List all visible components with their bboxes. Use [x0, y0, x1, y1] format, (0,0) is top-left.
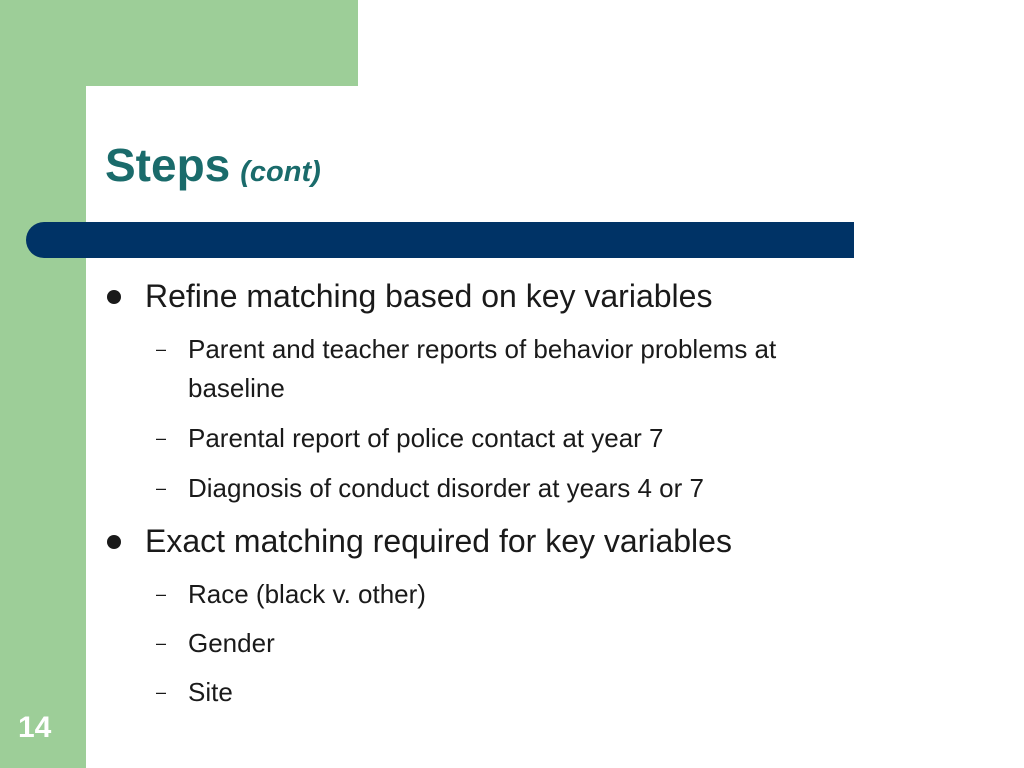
sub-bullet-text: baseline — [188, 373, 285, 403]
sub-bullet-continuation — [188, 369, 285, 407]
sub-bullet-item — [156, 419, 664, 457]
bullet-item — [145, 522, 732, 560]
sub-bullet-text: Race (black v. other) — [188, 579, 426, 609]
dash-icon: – — [156, 478, 167, 498]
dash-icon: – — [156, 428, 167, 448]
sub-bullet-item — [156, 673, 233, 711]
page-number: 14 — [18, 711, 52, 744]
bullet-text: Refine matching based on key variables — [145, 278, 713, 314]
sub-bullet-text: Diagnosis of conduct disorder at years 4 or 7 — [188, 473, 704, 503]
dash-icon: – — [156, 682, 167, 702]
bullet-text: Exact matching required for key variables — [145, 523, 732, 559]
dash-icon: – — [156, 339, 167, 359]
sub-bullet-item — [156, 624, 275, 662]
sub-bullet-item — [156, 575, 426, 613]
bullet-item — [145, 277, 712, 315]
title-main: Steps — [105, 139, 231, 191]
sub-bullet-item — [156, 330, 777, 368]
title-suffix: (cont) — [240, 156, 321, 188]
sub-bullet-text: Site — [188, 677, 233, 707]
sub-bullet-item — [156, 469, 704, 507]
bullet-dot-icon — [107, 290, 121, 304]
dash-icon: – — [156, 633, 167, 653]
dash-icon: – — [156, 584, 167, 604]
bullet-dot-icon — [107, 535, 121, 549]
sub-bullet-text: Parental report of police contact at year 7 — [188, 423, 664, 453]
sub-bullet-text: Gender — [188, 628, 275, 658]
sub-bullet-text: Parent and teacher reports of behavior problems at — [188, 334, 777, 364]
